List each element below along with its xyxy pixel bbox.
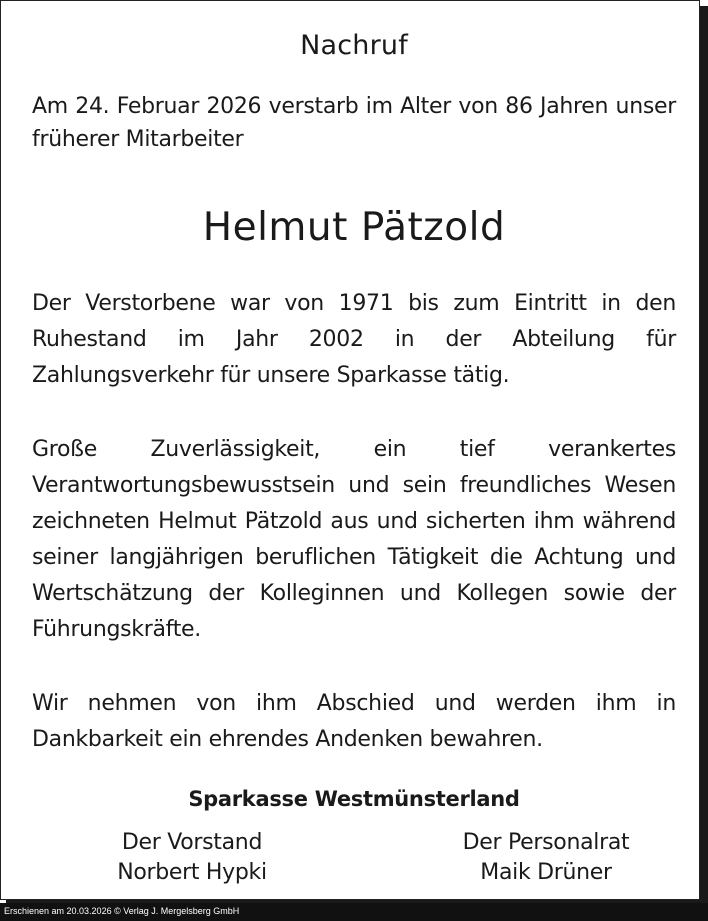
paragraph-tribute: Große Zuverlässigkeit, ein tief verankertes Verantwortungsbewusstsein und sein freundliches Wesen zeichneten Helmut Pätzold aus und sicherten ihm während seiner langjährigen beruflichen Tätigkeit die Achtung und Wertschätzung der Kolleginnen und Kollegen sowie der Führungskräfte. [32, 437, 676, 642]
intro-text: Am 24. Februar 2026 verstarb im Alter von 86 Jahren unser früherer Mitarbeiter [32, 94, 676, 152]
publication-note: Erschienen am 20.03.2026 © Verlag J. Mergelsberg GmbH [4, 906, 240, 916]
signatory-staff-council [426, 828, 666, 888]
frame-shadow-right [700, 6, 708, 908]
paragraph-career: Der Verstorbene war von 1971 bis zum Eintritt in den Ruhestand im Jahr 2002 in der Abteilung für Zahlungsverkehr für unsere Sparkasse tätig. [32, 291, 676, 388]
signatory-name: Maik Drüner [480, 860, 612, 885]
signatory-board [72, 828, 312, 888]
organization-name: Sparkasse Westmünsterland [188, 787, 520, 811]
signatory-name: Norbert Hypki [117, 860, 267, 885]
signatory-role: Der Personalrat [462, 830, 630, 855]
notice-heading: Nachruf [300, 30, 408, 61]
signatory-role: Der Vorstand [121, 830, 263, 855]
paragraph-farewell: Wir nehmen von ihm Abschied und werden ihm in Dankbarkeit ein ehrendes Andenken bewahren. [32, 691, 676, 752]
deceased-name: Helmut Pätzold [202, 205, 506, 250]
